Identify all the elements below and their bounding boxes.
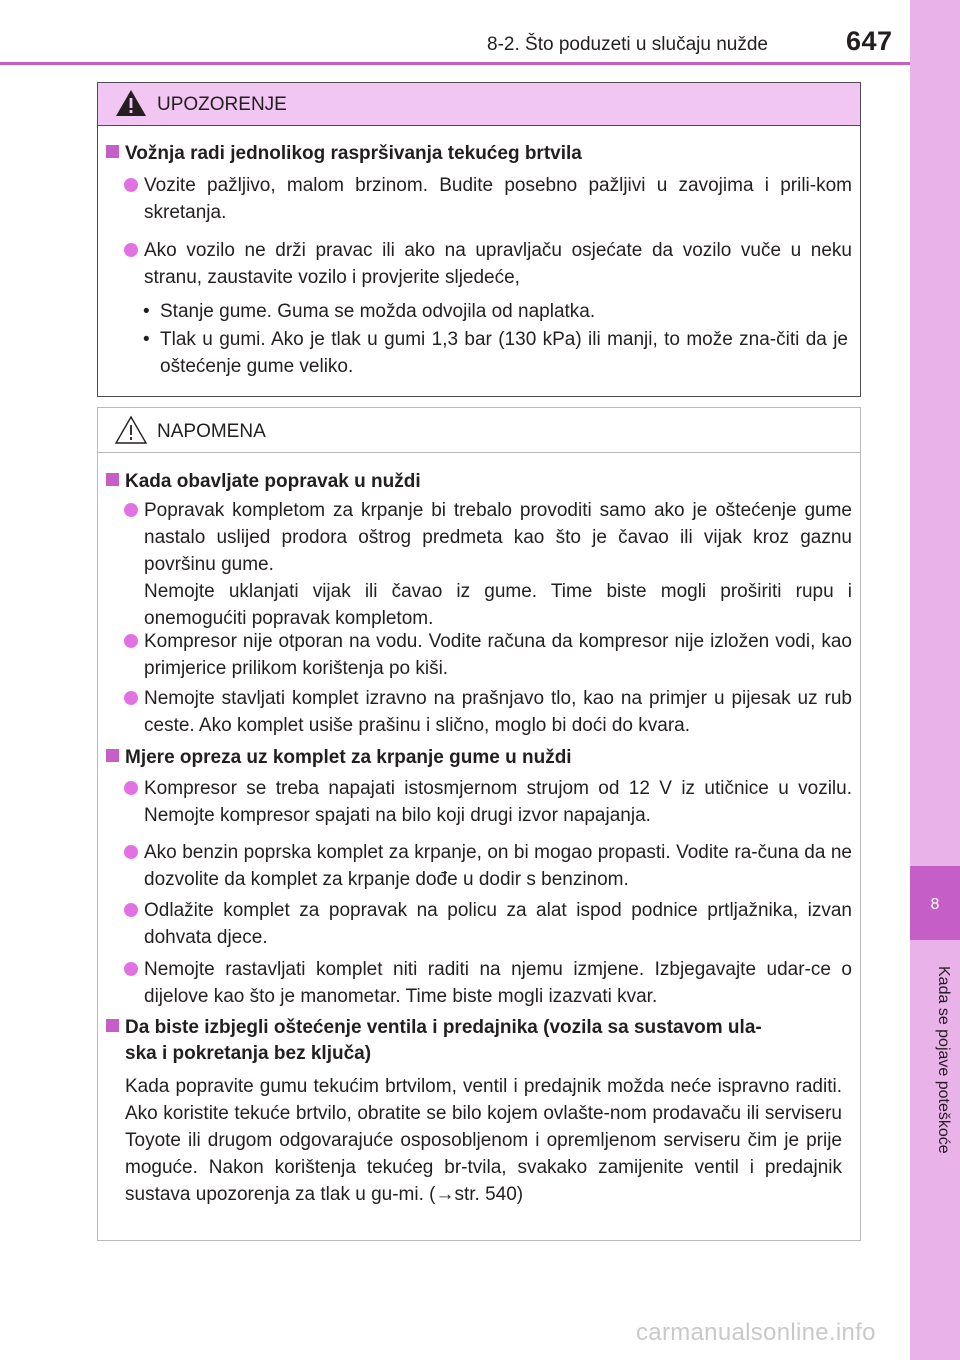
note-bullet-text: Nemojte uklanjati vijak ili čavao iz gume. Time biste mogli proširiti rupu i onemogućiti popravak kompletom.	[144, 581, 852, 629]
note-bullet-text: Kompresor se treba napajati istosmjernom strujom od 12 V iz utičnice u vozilu. Nemojte kompresor spajati na bilo koji drugi izvor napajanja.	[144, 778, 852, 826]
square-bullet-icon	[106, 1019, 119, 1032]
note-bullet-text: Ako benzin poprska komplet za krpanje, on bi mogao propasti. Vodite ra-čuna da ne dozvolite da komplet za krpanje dođe u dodir s benzinom.	[144, 842, 852, 890]
watermark: carmanualsonline.info	[636, 1319, 876, 1346]
warning-bullet-text: Ako vozilo ne drži pravac ili ako na upravljaču osjećate da vozilo vuče u neku stranu, zaustavite vozilo i provjerite sljedeće,	[144, 240, 852, 288]
note-bullet	[144, 775, 852, 829]
note-bullet	[144, 897, 852, 951]
warning-sub-item: • Tlak u gumi. Ako je tlak u gumi 1,3 bar (130 kPa) ili manji, to može zna-čiti da je oštećenje gume veliko.	[143, 329, 848, 377]
note-bullet-text: Odlažite komplet za popravak na policu za alat ispod podnice prtljažnika, izvan dohvata djece.	[144, 900, 852, 948]
chapter-label: Kada se pojave poteškoće	[935, 966, 952, 1154]
warning-title: UPOZORENJE	[157, 94, 287, 115]
note-heading	[106, 745, 572, 771]
note-bullet	[144, 956, 852, 1010]
warning-sub-item-text: Stanje gume. Guma se možda odvojila od naplatka.	[160, 301, 596, 322]
note-heading-text: Kada obavljate popravak u nuždi	[125, 471, 421, 492]
note-heading	[106, 469, 421, 495]
bullet-dot-icon	[124, 243, 138, 257]
warning-sub-item: • Stanje gume. Guma se možda odvojila od naplatka.	[143, 301, 596, 322]
caution-triangle-outline-icon	[115, 415, 147, 445]
warning-bullet	[144, 172, 852, 226]
note-bullet-text: Nemojte stavljati komplet izravno na prašnjavo tlo, kao na primjer u pijesak uz rub ceste. Ako komplet usiše prašinu i slično, moglo bi doći do kvara.	[144, 688, 852, 736]
warning-box	[97, 82, 861, 397]
bullet-dot-icon	[124, 178, 138, 192]
note-box-header	[98, 408, 860, 453]
warning-triangle-icon	[115, 88, 147, 118]
square-bullet-icon	[106, 473, 119, 486]
note-heading-text: ska i pokretanja bez ključa)	[125, 1043, 372, 1064]
note-heading-text: Da biste izbjegli oštećenje ventila i predajnika (vozila sa sustavom ula-	[125, 1017, 762, 1038]
warning-heading-text: Vožnja radi jednolikog raspršivanja tekućeg brtvila	[125, 143, 582, 164]
chapter-number: 8	[930, 896, 940, 913]
note-bullet	[144, 839, 852, 893]
square-bullet-icon	[106, 145, 119, 158]
note-heading	[106, 1015, 762, 1067]
bullet-dot-icon	[124, 962, 138, 976]
note-bullet	[144, 497, 852, 632]
square-bullet-icon	[106, 749, 119, 762]
section-title: 8-2. Što poduzeti u slučaju nužde	[487, 34, 768, 55]
note-bullet-text: Popravak kompletom za krpanje bi trebalo provoditi samo ako je oštećenje gume nastalo uslijed prodora oštrog predmeta kao što je čavao ili vijak kroz gaznu površinu gume.	[144, 500, 852, 575]
bullet-dot-icon	[124, 781, 138, 795]
note-title: NAPOMENA	[157, 421, 266, 442]
note-bullet	[144, 685, 852, 739]
warning-sub-item-text: Tlak u gumi. Ako je tlak u gumi 1,3 bar (130 kPa) ili manji, to može zna-čiti da je oštećenje gume veliko.	[160, 329, 848, 377]
bullet-dot-icon	[124, 691, 138, 705]
header-rule	[0, 62, 910, 65]
note-box	[97, 407, 861, 1241]
note-bullet-text: Kompresor nije otporan na vodu. Vodite računa da kompresor nije izložen vodi, kao primjerice prilikom korištenja po kiši.	[144, 631, 852, 679]
warning-bullet	[144, 237, 852, 291]
page-number: 647	[846, 26, 893, 56]
note-heading-text: Mjere opreza uz komplet za krpanje gume u nuždi	[125, 747, 572, 768]
note-paragraph: Kada popravite gumu tekućim brtvilom, ventil i predajnik možda neće ispravno raditi. Ako koristite tekuće brtvilo, obratite se bilo kojem ovlašte-nom prodavaču ili serviseru Toyote ili drugom odgovarajuće osposobljenom i opremljenom serviseru čim je prije moguće. Nakon korištenja tekućeg br-tvila, svakako zamijenite ventil i predajnik sustava upozorenja za tlak u gu-mi. (→str. 540)	[125, 1076, 842, 1205]
bullet-dot-icon	[124, 845, 138, 859]
bullet-dot-icon	[124, 634, 138, 648]
bullet-dot-icon	[124, 903, 138, 917]
warning-heading	[106, 141, 582, 167]
note-bullet	[144, 628, 852, 682]
warning-box-header	[98, 83, 860, 126]
warning-bullet-text: Vozite pažljivo, malom brzinom. Budite posebno pažljivi u zavojima i prili-kom skretanja.	[144, 175, 852, 223]
bullet-dot-icon	[124, 503, 138, 517]
note-bullet-text: Nemojte rastavljati komplet niti raditi na njemu izmjene. Izbjegavajte udar-ce o dijelove kao što je manometar. Time biste mogli izazvati kvar.	[144, 959, 852, 1007]
